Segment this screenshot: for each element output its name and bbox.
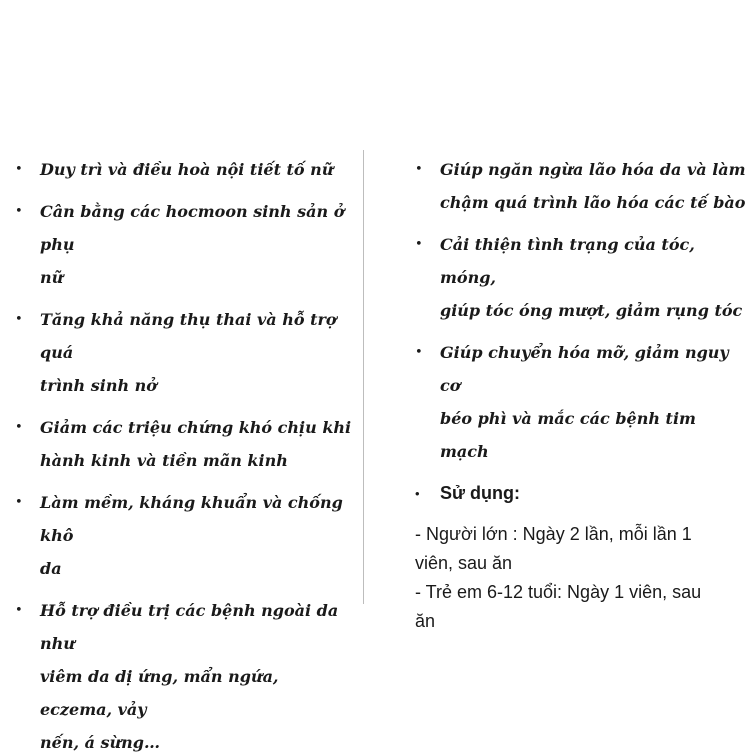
benefits-list-left (0, 153, 360, 753)
bullet-icon: • (415, 162, 423, 177)
list-item (0, 486, 360, 585)
bullet-icon: • (415, 486, 420, 501)
column-divider (363, 150, 364, 604)
list-item-line: giúp tóc óng mượt, giảm rụng tóc (440, 301, 743, 320)
list-item-line: Cân bằng các hocmoon sinh sản ở phụ (40, 202, 345, 254)
list-item-line: béo phì và mắc các bệnh tim mạch (440, 409, 696, 461)
list-item-line: chậm quá trình lão hóa các tế bào (440, 193, 746, 212)
list-item-line: Cải thiện tình trạng của tóc, móng, (440, 235, 695, 287)
usage-child (415, 578, 753, 636)
list-item-line: Làm mềm, kháng khuẩn và chống khô (40, 493, 343, 545)
usage-instructions (415, 520, 753, 636)
list-item (368, 336, 753, 468)
list-item (368, 228, 753, 327)
list-item (0, 411, 360, 477)
list-item-line: nữ (40, 268, 64, 287)
list-item-line: Hỗ trợ điều trị các bệnh ngoài da như (40, 601, 339, 653)
benefits-column-left (0, 153, 360, 753)
bullet-icon: • (415, 345, 423, 360)
bullet-icon: • (15, 312, 23, 327)
list-item-line: Giúp ngăn ngừa lão hóa da và làm (440, 160, 746, 179)
list-item-line: trình sinh nở (40, 376, 157, 395)
usage-heading: Sử dụng: (440, 483, 521, 503)
bullet-icon: • (15, 204, 23, 219)
list-item-line: Giảm các triệu chứng khó chịu khi (40, 418, 352, 437)
usage-line-text: - Người lớn : Ngày 2 lần, mỗi lần 1 (415, 524, 692, 544)
list-item (0, 153, 360, 186)
benefits-list-right (368, 153, 753, 510)
bullet-icon: • (415, 237, 423, 252)
list-item (0, 594, 360, 753)
usage-line-text: viên, sau ăn (415, 553, 513, 573)
usage-line-text: - Trẻ em 6-12 tuổi: Ngày 1 viên, sau (415, 582, 702, 602)
list-item-line: Giúp chuyển hóa mỡ, giảm nguy cơ (440, 343, 729, 395)
bullet-icon: • (15, 420, 23, 435)
usage-adult (415, 520, 753, 578)
list-item-line: nến, á sừng… (40, 733, 160, 752)
benefits-column-right (368, 153, 753, 636)
list-item-line: hành kinh và tiền mãn kinh (40, 451, 288, 470)
bullet-icon: • (15, 162, 23, 177)
usage-heading-item (368, 477, 753, 510)
bullet-icon: • (15, 603, 23, 618)
list-item (0, 195, 360, 294)
list-item (368, 153, 753, 219)
list-item-line: Tăng khả năng thụ thai và hỗ trợ quá (40, 310, 337, 362)
list-item-line: da (40, 559, 62, 578)
list-item-line: viêm da dị ứng, mẩn ngứa, eczema, vảy (40, 667, 279, 719)
bullet-icon: • (15, 495, 23, 510)
usage-line-text: ăn (415, 611, 436, 631)
list-item-line: Duy trì và điều hoà nội tiết tố nữ (40, 160, 334, 179)
list-item (0, 303, 360, 402)
